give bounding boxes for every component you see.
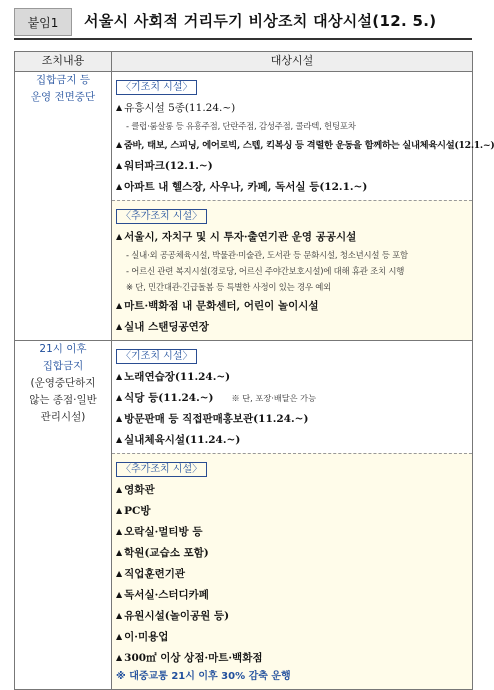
- page-title: 서울시 사회적 거리두기 비상조치 대상시설(12. 5.): [84, 12, 437, 30]
- list-item: ▲ 독서실·스터디카페: [116, 584, 468, 605]
- bullet-triangle-icon: ▲: [116, 371, 123, 381]
- list-item: ▲ 유원시설(놀이공원 등): [116, 605, 468, 626]
- measure-line: 집합금지 등: [35, 74, 91, 86]
- bullet-triangle-icon: ▲: [116, 181, 123, 191]
- measure-cell: [15, 72, 112, 341]
- bullet-triangle-icon: ▲: [116, 413, 123, 423]
- bullet-triangle-icon: ▲: [116, 434, 123, 444]
- bullet-triangle-icon: ▲: [116, 321, 123, 331]
- facilities-cell: [112, 341, 473, 690]
- bullet-triangle-icon: ▲: [116, 231, 123, 241]
- basic-measures-panel: [112, 341, 472, 453]
- inline-note: ※ 단, 포장·배달은 가능: [231, 393, 316, 403]
- extra-measures-panel: [112, 200, 472, 340]
- sub-item: - 실내·외 공공체육시설, 박물관·미술관, 도서관 등 문화시설, 청소년시설 등 포함: [126, 250, 408, 260]
- bullet-triangle-icon: ▲: [116, 160, 123, 170]
- title-bar: [14, 8, 472, 36]
- bullet-triangle-icon: ▲: [116, 589, 123, 599]
- list-item: ▲ PC방: [116, 500, 468, 521]
- sub-item: ※ 단, 민간대관·긴급돌봄 등 특별한 사정이 있는 경우 예외: [126, 282, 332, 292]
- bullet-triangle-icon: ▲: [116, 103, 123, 112]
- table-header-row: [15, 52, 473, 72]
- sub-item: - 어르신 관련 복지시설(경로당, 어르신 주야간보호시설)에 대해 휴관 조치 시행: [126, 266, 405, 276]
- table-row: [15, 341, 473, 690]
- measure-line: 운영 전면중단: [30, 91, 96, 103]
- facilities-table: [14, 51, 494, 690]
- sub-item: - 클럽·룸살롱 등 유흥주점, 단란주점, 감성주점, 콜라텍, 헌팅포차: [126, 121, 356, 131]
- section-header-basic: 〈기조치 시설〉: [116, 349, 197, 364]
- list-item: ▲ 유흥시설 5종(11.24.~): [116, 97, 468, 118]
- measure-cell: [15, 341, 112, 690]
- bullet-triangle-icon: ▲: [116, 568, 123, 578]
- section-header-basic: 〈기조치 시설〉: [116, 80, 197, 95]
- measure-line: 않는 종점·일반: [29, 394, 97, 406]
- bullet-triangle-icon: ▲: [116, 526, 123, 536]
- list-item: ▲ 서울시, 자치구 및 시 투자·출연기관 운영 공공시설: [116, 226, 468, 247]
- list-item: ▲ 학원(교습소 포함): [116, 542, 468, 563]
- list-item: ▲ 아파트 내 헬스장, 사우나, 카페, 독서실 등(12.1.~): [116, 176, 468, 197]
- extra-measures-panel: [112, 453, 472, 689]
- col-header-measure: 조치내용: [15, 52, 112, 72]
- bullet-triangle-icon: ▲: [116, 392, 123, 402]
- list-item: ▲ 노래연습장(11.24.~): [116, 366, 468, 387]
- list-item: ▲ 마트·백화점 내 문화센터, 어린이 놀이시설: [116, 295, 468, 316]
- bullet-triangle-icon: ▲: [116, 610, 123, 620]
- measure-line: 21시 이후: [39, 343, 87, 355]
- bullet-triangle-icon: ▲: [116, 652, 123, 662]
- bullet-triangle-icon: ▲: [116, 484, 123, 494]
- list-item: ▲ 방문판매 등 직접판매홍보관(11.24.~): [116, 408, 468, 429]
- list-item: ▲ 300㎡ 이상 상점·마트·백화점: [116, 647, 468, 668]
- list-item: ▲ 줌바, 태보, 스피닝, 에어로빅, 스텝, 킥복싱 등 격렬한 운동을 함께하는 실내체육시설(12.1.~): [116, 134, 468, 155]
- transit-footnote: ※ 대중교통 21시 이후 30% 감축 운행: [116, 671, 291, 682]
- bullet-triangle-icon: ▲: [116, 300, 123, 310]
- bullet-triangle-icon: ▲: [116, 547, 123, 557]
- list-item: ▲ 영화관: [116, 479, 468, 500]
- basic-measures-panel: [112, 72, 494, 200]
- section-header-extra: 〈추가조치 시설〉: [116, 462, 207, 477]
- list-item: ▲ 실내 스탠딩공연장: [116, 316, 468, 337]
- bullet-triangle-icon: ▲: [116, 139, 122, 149]
- attachment-badge: 붙임1: [14, 8, 72, 36]
- list-item: ▲ 식당 등(11.24.~) ※ 단, 포장·배달은 가능: [116, 387, 468, 408]
- bullet-triangle-icon: ▲: [116, 631, 123, 641]
- bullet-triangle-icon: ▲: [116, 505, 123, 515]
- list-item: ▲ 이·미용업: [116, 626, 468, 647]
- measure-line: 집합금지: [42, 360, 84, 372]
- list-item: ▲ 오락실·멀티방 등: [116, 521, 468, 542]
- measure-line: 관리시설): [40, 411, 86, 423]
- list-item: ▲ 실내체육시설(11.24.~): [116, 429, 468, 450]
- col-header-facilities: 대상시설: [112, 52, 473, 72]
- list-item: ▲ 직업훈련기관: [116, 563, 468, 584]
- title-divider: [14, 38, 472, 40]
- section-header-extra: 〈추가조치 시설〉: [116, 209, 207, 224]
- facilities-cell: [112, 72, 494, 341]
- table-row: [15, 72, 473, 341]
- list-item: ▲ 워터파크(12.1.~): [116, 155, 468, 176]
- measure-line: (운영중단하지: [30, 377, 96, 389]
